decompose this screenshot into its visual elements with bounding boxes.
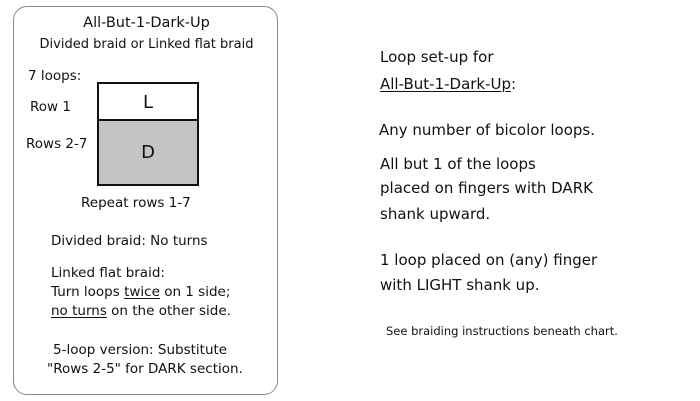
five-loop-line-2: "Rows 2-5" for DARK section. xyxy=(47,361,243,377)
linked-line-3 xyxy=(51,303,231,319)
loops-count-label: 7 loops: xyxy=(28,68,82,84)
dark-loops-line3: shank upward. xyxy=(380,205,491,223)
light-loop-line2: with LIGHT shank up. xyxy=(380,276,540,294)
setup-heading-line1: Loop set-up for xyxy=(380,48,494,66)
light-row-box xyxy=(97,82,199,120)
braid-chart-card xyxy=(13,6,278,395)
repeat-rows-text: Repeat rows 1-7 xyxy=(81,195,191,211)
chart-title: All-But-1-Dark-Up xyxy=(83,15,210,31)
bicolor-loops-text: Any number of bicolor loops. xyxy=(379,121,595,139)
row1-label: Row 1 xyxy=(30,99,71,115)
divided-braid-text: Divided braid: No turns xyxy=(51,233,208,249)
light-letter: L xyxy=(142,91,154,113)
linked-line-2 xyxy=(51,284,230,300)
setup-heading-line2 xyxy=(380,75,516,93)
linked-flat-braid-title: Linked flat braid: xyxy=(51,265,165,281)
linked-line-2-a: Turn loops xyxy=(51,284,125,300)
linked-line-3-b: on the other side. xyxy=(106,303,231,319)
linked-line-2-b: on 1 side; xyxy=(159,284,231,300)
braiding-instructions-note: See braiding instructions beneath chart. xyxy=(386,324,618,338)
rows-rest-label: Rows 2-7 xyxy=(26,136,88,152)
dark-letter: D xyxy=(141,142,155,163)
dark-loops-line2: placed on fingers with DARK xyxy=(380,179,593,197)
dark-loops-line1: All but 1 of the loops xyxy=(380,155,536,173)
setup-heading-colon: : xyxy=(511,75,517,93)
five-loop-line-1: 5-loop version: Substitute xyxy=(53,342,228,358)
setup-heading-braid-name: All-But-1-Dark-Up xyxy=(380,75,512,93)
chart-subtitle: Divided braid or Linked flat braid xyxy=(39,37,254,52)
linked-line-3-no-turns: no turns xyxy=(51,303,107,319)
light-loop-line1: 1 loop placed on (any) finger xyxy=(380,251,598,269)
linked-line-2-twice: twice xyxy=(124,284,160,300)
dark-rows-box xyxy=(97,119,199,186)
